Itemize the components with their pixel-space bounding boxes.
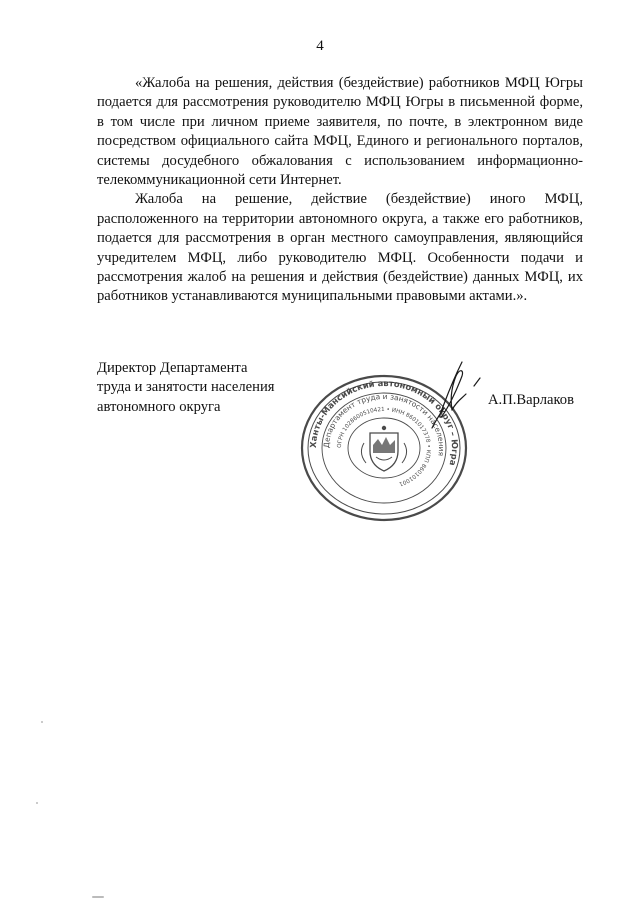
scan-speck (36, 802, 38, 804)
signatory-title-line: автономного округа (97, 398, 221, 415)
page-number: 4 (316, 38, 324, 54)
scan-speck (92, 896, 104, 898)
svg-text:ОГРН 1028600510421 • ИНН 86010: ОГРН 1028600510421 • ИНН 8601017378 • КПП 860101001 (336, 406, 432, 487)
handwritten-signature (422, 358, 492, 436)
coat-of-arms-icon (361, 426, 406, 471)
paragraph-complaint-other-mfc: Жалоба на решение, действие (бездействие) иного МФЦ, расположенного на территории автономного округа, а также его работников, подается для рассмотрения в орган местного самоуправления, являющийся учредителем МФЦ, либо руководителю МФЦ. Особенности подачи и рассмотрения жалоб на решения и действия (бездействие) данных МФЦ, их работников устанавливаются муниципальными правовыми актами.». (97, 191, 583, 305)
paragraph-complaint-mfc-yugra: «Жалоба на решения, действия (бездействие) работников МФЦ Югры подается для рассмотрения руководителю МФЦ Югры в письменной форме, в том числе при личном приеме заявителя, по почте, в электронном виде посредством официального сайта МФЦ, Единого и регионального порталов, системы досудебного обжалования с использованием информационно-телекоммуникационной сети Интернет. (97, 75, 583, 189)
svg-text:Ханты-Мансийский автономный ок: Ханты-Мансийский автономный округ – Югра (307, 377, 461, 467)
signatory-title-line: труда и занятости населения (97, 379, 275, 396)
signatory-title-line: Директор Департамента (97, 360, 248, 376)
svg-text:Департамент труда и занятости: Департамент труда и занятости населения (321, 391, 447, 457)
signatory-name: А.П.Варлаков (488, 392, 574, 408)
signatory-title (97, 359, 274, 417)
document-body (97, 74, 583, 307)
scan-speck (41, 721, 43, 723)
